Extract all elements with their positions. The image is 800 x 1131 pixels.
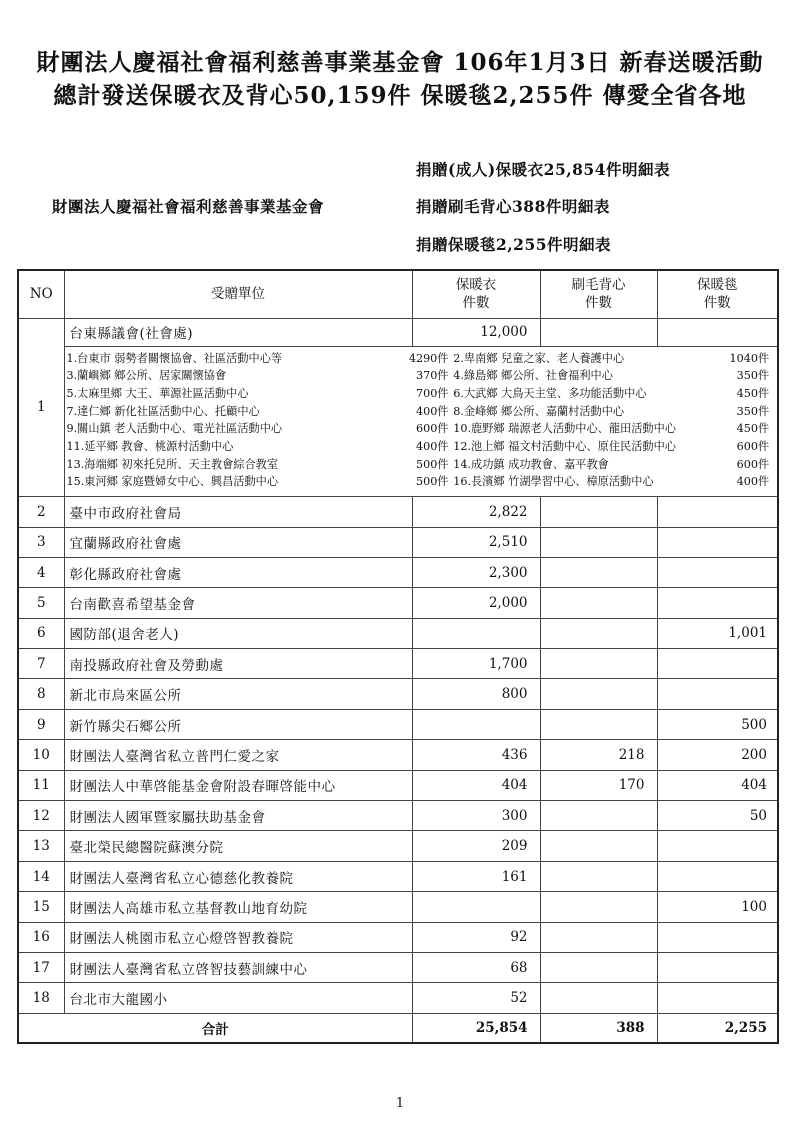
detail-line	[67, 403, 774, 421]
row-blankets	[657, 588, 778, 618]
row-no: 10	[18, 740, 64, 770]
row-jackets: 92	[412, 922, 540, 952]
row-unit: 彰化縣政府社會處	[64, 557, 412, 587]
row-jackets: 2,300	[412, 557, 540, 587]
row-no: 18	[18, 983, 64, 1013]
table-row	[18, 618, 778, 648]
detail-left-count: 600件	[415, 422, 449, 436]
row-blankets	[657, 318, 778, 346]
row-vests	[540, 922, 657, 952]
row-no: 17	[18, 952, 64, 982]
row-jackets: 1,700	[412, 649, 540, 679]
header-blankets-line2: 件數	[703, 295, 731, 312]
detail-line	[67, 456, 774, 474]
table-row	[18, 709, 778, 739]
table-row-1-details	[18, 346, 778, 497]
detail-left-text: 9.關山鎮 老人活動中心、電光社區活動中心	[66, 422, 283, 436]
row-blankets	[657, 831, 778, 861]
row-jackets: 300	[412, 801, 540, 831]
total-blankets: 2,255	[657, 1013, 778, 1043]
row-blankets	[657, 497, 778, 527]
row-jackets	[412, 892, 540, 922]
row-vests	[540, 497, 657, 527]
row-blankets	[657, 952, 778, 982]
table-row	[18, 861, 778, 891]
detail-right-text: 8.金峰鄉 鄉公所、嘉蘭村活動中心	[453, 404, 625, 418]
row-blankets	[657, 557, 778, 587]
table-row	[18, 983, 778, 1013]
row-unit: 財團法人臺灣省私立普門仁愛之家	[64, 740, 412, 770]
row-jackets: 2,822	[412, 497, 540, 527]
row-blankets: 500	[657, 709, 778, 739]
row-vests: 218	[540, 740, 657, 770]
detail-right-text: 2.卑南鄉 兒童之家、老人養護中心	[453, 351, 625, 365]
detail-right-count: 450件	[736, 422, 770, 436]
row-no: 2	[18, 497, 64, 527]
table-row	[18, 497, 778, 527]
row-vests	[540, 892, 657, 922]
detail-right-text: 12.池上鄉 福文村活動中心、原住民活動中心	[453, 440, 676, 454]
table-total-row	[18, 1013, 778, 1043]
table-row	[18, 831, 778, 861]
detail-left-text: 13.海端鄉 初來托兒所、天主教會綜合教室	[66, 457, 279, 471]
header-vests	[540, 270, 657, 318]
detail-left-count: 400件	[415, 404, 449, 418]
header-recipient-unit: 受贈單位	[64, 270, 412, 318]
donation-table	[17, 269, 779, 1044]
table-row	[18, 922, 778, 952]
detail-line	[67, 367, 774, 385]
row-unit: 新北市烏來區公所	[64, 679, 412, 709]
row-vests	[540, 952, 657, 982]
detail-right-text: 16.長濱鄉 竹湖學習中心、樟原活動中心	[453, 475, 654, 489]
detail-line	[67, 385, 774, 403]
document-title-line1: 財團法人慶福社會福利慈善事業基金會 106年1月3日 新春送暖活動	[36, 49, 764, 76]
header-jackets	[412, 270, 540, 318]
row-vests	[540, 709, 657, 739]
table-row	[18, 557, 778, 587]
row-vests	[540, 618, 657, 648]
row-jackets: 209	[412, 831, 540, 861]
header-blankets	[657, 270, 778, 318]
detail-right-count: 600件	[736, 440, 770, 454]
row-no: 5	[18, 588, 64, 618]
header-vests-line2: 件數	[585, 295, 612, 312]
detail-right-count: 600件	[736, 457, 770, 471]
row-jackets: 52	[412, 983, 540, 1013]
row-vests	[540, 679, 657, 709]
detail-left-count: 370件	[415, 369, 449, 383]
row-no: 13	[18, 831, 64, 861]
detail-right-count: 400件	[736, 475, 770, 489]
row-blankets: 1,001	[657, 618, 778, 648]
row-jackets: 161	[412, 861, 540, 891]
page-number: 1	[395, 1096, 405, 1111]
row-jackets: 404	[412, 770, 540, 800]
row-unit: 台北市大龍國小	[64, 983, 412, 1013]
row-vests	[540, 831, 657, 861]
detail-left-count: 400件	[415, 440, 449, 454]
detail-left-text: 5.太麻里鄉 大王、華源社區活動中心	[66, 386, 249, 400]
row-no: 14	[18, 861, 64, 891]
row-unit: 台東縣議會(社會處)	[64, 318, 412, 346]
row-vests	[540, 649, 657, 679]
row-jackets: 436	[412, 740, 540, 770]
row-unit: 財團法人桃園市私立心燈啓智教養院	[64, 922, 412, 952]
header-vests-line1: 刷毛背心	[571, 277, 626, 294]
table-row	[18, 649, 778, 679]
header-jackets-line2: 件數	[462, 295, 490, 312]
organization-name: 財團法人慶福社會福利慈善事業基金會	[52, 197, 325, 216]
row-no: 16	[18, 922, 64, 952]
detail-left-count: 500件	[415, 475, 449, 489]
row-vests	[540, 318, 657, 346]
detail-left-text: 1.台東市 弱勢者關懷協會、社區活動中心等	[66, 351, 283, 365]
row-vests: 170	[540, 770, 657, 800]
row-blankets: 404	[657, 770, 778, 800]
detail-heading-jackets: 捐贈(成人)保暖衣25,854件明細表	[416, 160, 670, 179]
detail-line	[67, 350, 774, 368]
row-unit: 財團法人中華啓能基金會附設春暉啓能中心	[64, 770, 412, 800]
row-blankets	[657, 983, 778, 1013]
table-row	[18, 588, 778, 618]
row-no: 6	[18, 618, 64, 648]
detail-left-text: 15.東河鄉 家庭暨婦女中心、興昌活動中心	[66, 475, 279, 489]
row-no: 3	[18, 527, 64, 557]
row-jackets: 800	[412, 679, 540, 709]
header-jackets-line1: 保暖衣	[455, 277, 497, 294]
table-row	[18, 740, 778, 770]
table-row	[18, 679, 778, 709]
row-unit: 宜蘭縣政府社會處	[64, 527, 412, 557]
row-no: 11	[18, 770, 64, 800]
row-blankets	[657, 861, 778, 891]
row-unit: 臺中市政府社會局	[64, 497, 412, 527]
detail-right-count: 350件	[736, 404, 770, 418]
detail-line	[67, 438, 774, 456]
detail-list	[67, 350, 774, 492]
table-row	[18, 527, 778, 557]
row-unit: 國防部(退舍老人)	[64, 618, 412, 648]
row-no: 15	[18, 892, 64, 922]
row-blankets	[657, 922, 778, 952]
table-row	[18, 892, 778, 922]
row-vests	[540, 801, 657, 831]
row-blankets: 50	[657, 801, 778, 831]
detail-left-text: 11.延平鄉 教會、桃源村活動中心	[66, 440, 234, 454]
total-jackets: 25,854	[412, 1013, 540, 1043]
table-row	[18, 770, 778, 800]
row-blankets: 200	[657, 740, 778, 770]
detail-heading-vests: 捐贈刷毛背心388件明細表	[416, 197, 610, 216]
row-unit: 台南歡喜希望基金會	[64, 588, 412, 618]
detail-line	[67, 473, 774, 491]
row-unit: 財團法人臺灣省私立心德慈化教養院	[64, 861, 412, 891]
total-vests: 388	[540, 1013, 657, 1043]
detail-right-count: 1040件	[729, 351, 770, 365]
row-jackets	[412, 618, 540, 648]
row-unit: 財團法人國軍暨家屬扶助基金會	[64, 801, 412, 831]
row-jackets: 2,510	[412, 527, 540, 557]
row-vests	[540, 588, 657, 618]
detail-right-text: 4.綠島鄉 鄉公所、社會福利中心	[453, 369, 613, 383]
row-vests	[540, 527, 657, 557]
document-title-line2: 總計發送保暖衣及背心50,159件 保暖毯2,255件 傳愛全省各地	[53, 82, 747, 109]
detail-left-count: 700件	[415, 386, 449, 400]
table-row	[18, 952, 778, 982]
header-no: NO	[18, 270, 64, 318]
row-blankets	[657, 679, 778, 709]
header-blankets-line1: 保暖毯	[697, 277, 738, 294]
detail-breakdown	[64, 346, 778, 497]
row-unit: 南投縣政府社會及勞動處	[64, 649, 412, 679]
row-blankets	[657, 527, 778, 557]
detail-right-text: 6.大武鄉 大鳥天主堂、多功能活動中心	[453, 386, 647, 400]
table-row-1-summary	[18, 318, 778, 346]
detail-right-text: 10.鹿野鄉 瑞源老人活動中心、龍田活動中心	[453, 422, 676, 436]
row-no: 12	[18, 801, 64, 831]
row-unit: 財團法人臺灣省私立啓智技藝訓練中心	[64, 952, 412, 982]
row-blankets: 100	[657, 892, 778, 922]
table-row	[18, 801, 778, 831]
row-blankets	[657, 649, 778, 679]
detail-right-text: 14.成功鎮 成功教會、嘉平教會	[453, 457, 609, 471]
row-vests	[540, 983, 657, 1013]
detail-right-count: 350件	[736, 369, 770, 383]
detail-right-count: 450件	[736, 386, 770, 400]
table-header-row	[18, 270, 778, 318]
row-jackets	[412, 709, 540, 739]
row-no: 1	[18, 318, 64, 497]
row-jackets: 12,000	[412, 318, 540, 346]
detail-left-text: 7.達仁鄉 新化社區活動中心、托顧中心	[66, 404, 260, 418]
row-unit: 新竹縣尖石鄉公所	[64, 709, 412, 739]
detail-left-count: 500件	[415, 457, 449, 471]
row-vests	[540, 861, 657, 891]
detail-left-text: 3.蘭嶼鄉 鄉公所、居家關懷協會	[66, 369, 227, 383]
row-unit: 財團法人高雄市私立基督教山地育幼院	[64, 892, 412, 922]
row-jackets: 2,000	[412, 588, 540, 618]
row-no: 7	[18, 649, 64, 679]
row-jackets: 68	[412, 952, 540, 982]
row-vests	[540, 557, 657, 587]
detail-line	[67, 420, 774, 438]
row-no: 8	[18, 679, 64, 709]
total-label: 合計	[18, 1013, 412, 1043]
detail-left-count: 4290件	[408, 351, 449, 365]
row-no: 4	[18, 557, 64, 587]
row-unit: 臺北榮民總醫院蘇澳分院	[64, 831, 412, 861]
detail-heading-blankets: 捐贈保暖毯2,255件明細表	[416, 235, 612, 254]
row-no: 9	[18, 709, 64, 739]
